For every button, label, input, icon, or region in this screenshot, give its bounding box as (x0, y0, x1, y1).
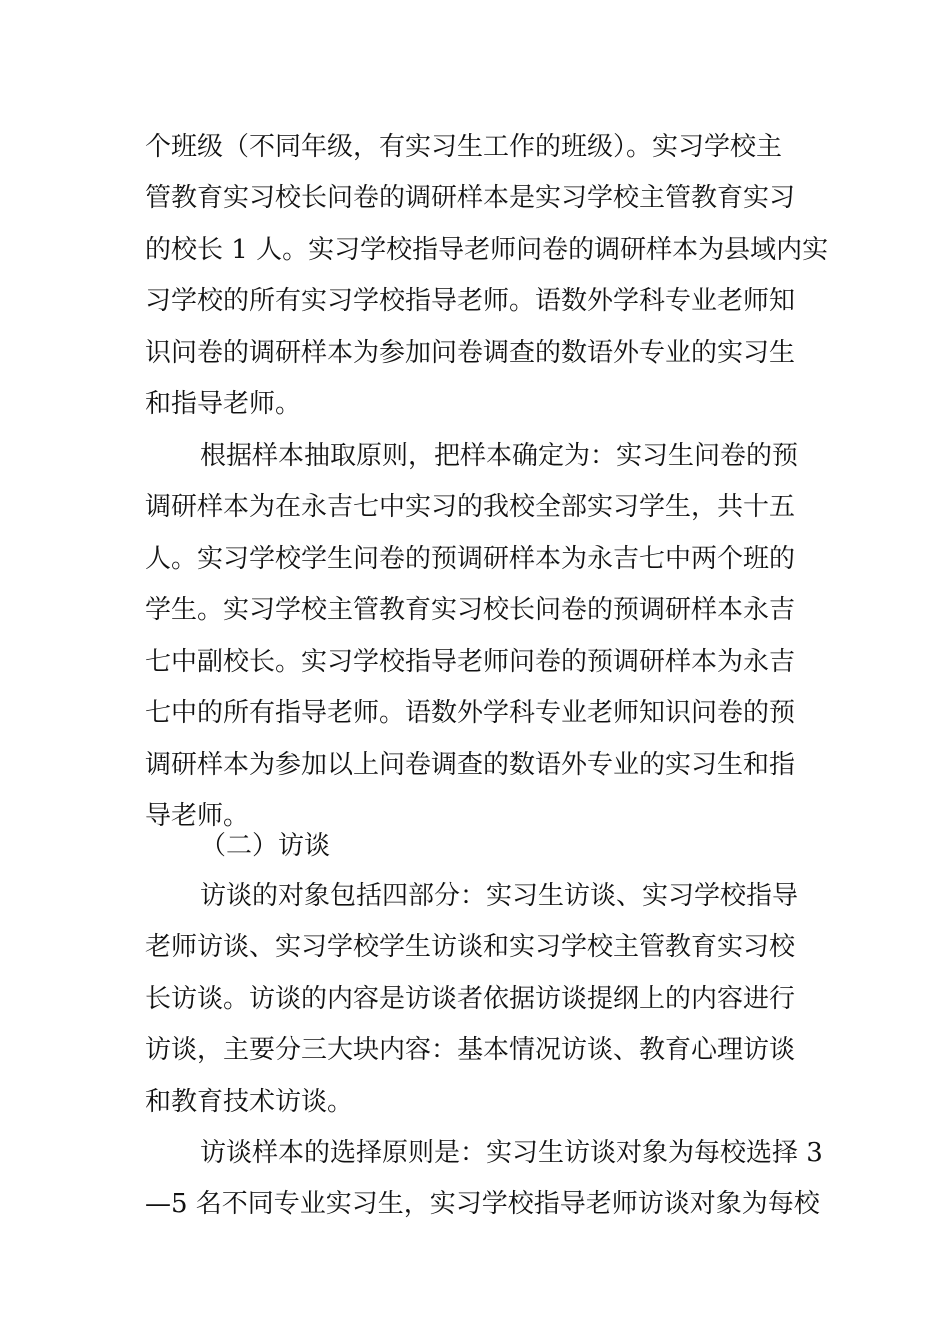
text-line: 访谈，主要分三大块内容：基本情况访谈、教育心理访谈 (145, 1035, 796, 1065)
text-line: 的校长 1 人。实习学校指导老师问卷的调研样本为县域内实 (145, 235, 829, 265)
text-line: 访谈样本的选择原则是：实习生访谈对象为每校选择 3 (200, 1138, 823, 1168)
text-line: 访谈的对象包括四部分：实习生访谈、实习学校指导 (200, 881, 799, 911)
text-line: 和教育技术访谈。 (145, 1087, 354, 1117)
text-line: 导老师。 (145, 801, 250, 831)
text-line: 调研样本为参加以上问卷调查的数语外专业的实习生和指 (145, 750, 796, 780)
text-line: 长访谈。访谈的内容是访谈者依据访谈提纲上的内容进行 (145, 984, 796, 1014)
text-line: 根据样本抽取原则，把样本确定为：实习生问卷的预 (200, 441, 799, 471)
text-line: 管教育实习校长问卷的调研样本是实习学校主管教育实习 (145, 183, 796, 213)
text-line: 七中的所有指导老师。语数外学科专业老师知识问卷的预 (145, 698, 796, 728)
text-line: 七中副校长。实习学校指导老师问卷的预调研样本为永吉 (145, 647, 796, 677)
text-line: 个班级（不同年级，有实习生工作的班级）。实习学校主 (145, 132, 783, 162)
text-line: 习学校的所有实习学校指导老师。语数外学科专业老师知 (145, 286, 796, 316)
text-line: 和指导老师。 (145, 389, 302, 419)
text-line: —5 名不同专业实习生，实习学校指导老师访谈对象为每校 (145, 1189, 820, 1219)
text-line: 老师访谈、实习学校学生访谈和实习学校主管教育实习校 (145, 932, 796, 962)
text-line: 人。实习学校学生问卷的预调研样本为永吉七中两个班的 (145, 544, 796, 574)
section-heading: （二）访谈 (200, 831, 331, 861)
text-line: 学生。实习学校主管教育实习校长问卷的预调研样本永吉 (145, 595, 796, 625)
text-line: 调研样本为在永吉七中实习的我校全部实习学生，共十五 (145, 492, 796, 522)
text-line: 识问卷的调研样本为参加问卷调查的数语外专业的实习生 (145, 338, 796, 368)
